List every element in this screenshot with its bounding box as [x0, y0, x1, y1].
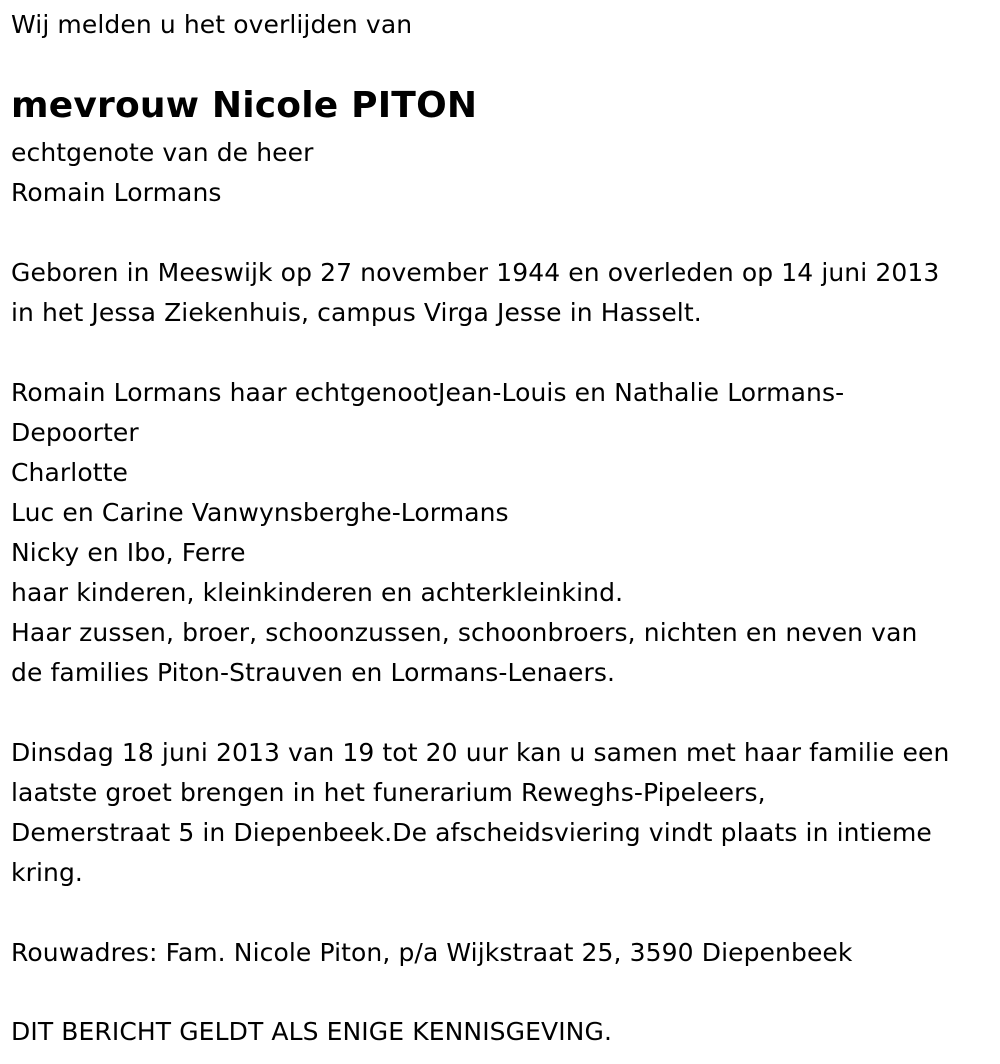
- deceased-name: mevrouw Nicole PITON: [11, 85, 478, 126]
- family-line-6: haar kinderen, kleinkinderen en achterkleinkind.: [11, 578, 624, 607]
- family-line-4: Luc en Carine Vanwynsberghe-Lormans: [11, 498, 509, 527]
- visitation-line-2: laatste groet brengen in het funerarium Reweghs-Pipeleers,: [11, 778, 766, 807]
- mourning-address: Rouwadres: Fam. Nicole Piton, p/a Wijkstraat 25, 3590 Diepenbeek: [11, 938, 853, 967]
- family-line-1: Romain Lormans haar echtgenootJean-Louis en Nathalie Lormans-: [11, 378, 845, 407]
- family-line-5: Nicky en Ibo, Ferre: [11, 538, 246, 567]
- family-line-7: Haar zussen, broer, schoonzussen, schoonbroers, nichten en neven van: [11, 618, 918, 647]
- family-line-8: de families Piton-Strauven en Lormans-Lenaers.: [11, 658, 616, 687]
- intro-text: Wij melden u het overlijden van: [11, 10, 413, 39]
- spouse-relation: echtgenote van de heer: [11, 138, 314, 167]
- visitation-line-1: Dinsdag 18 juni 2013 van 19 tot 20 uur kan u samen met haar familie een: [11, 738, 950, 767]
- family-line-3: Charlotte: [11, 458, 129, 487]
- spouse-name: Romain Lormans: [11, 178, 222, 207]
- family-line-2: Depoorter: [11, 418, 139, 447]
- visitation-line-4: kring.: [11, 858, 83, 887]
- closing-notice: DIT BERICHT GELDT ALS ENIGE KENNISGEVING.: [11, 1017, 612, 1046]
- visitation-line-3: Demerstraat 5 in Diepenbeek.De afscheidsviering vindt plaats in intieme: [11, 818, 932, 847]
- birth-death-line-1: Geboren in Meeswijk op 27 november 1944 en overleden op 14 juni 2013: [11, 258, 940, 287]
- birth-death-line-2: in het Jessa Ziekenhuis, campus Virga Jesse in Hasselt.: [11, 298, 702, 327]
